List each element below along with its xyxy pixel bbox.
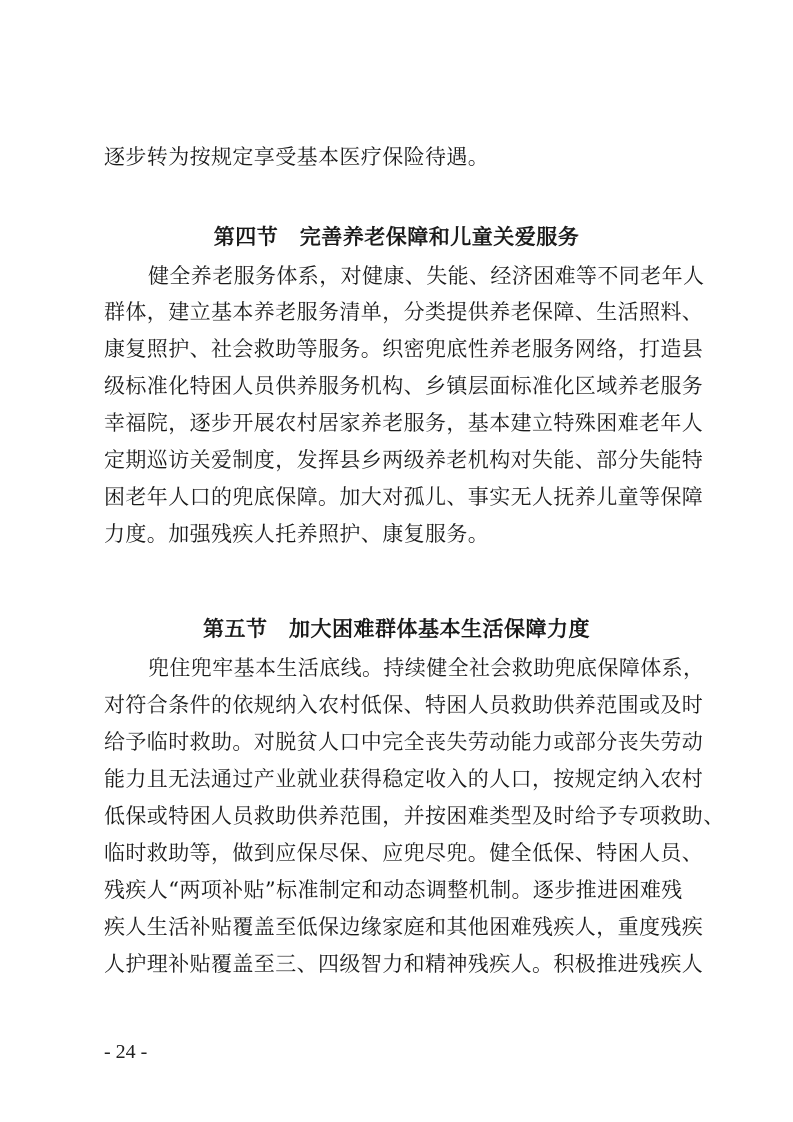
section4-line: 群体，建立基本养老服务清单，分类提供养老保障、生活照料、 — [104, 300, 704, 324]
section5-heading: 第五节 加大困难群体基本生活保障力度 — [203, 616, 590, 641]
section5-line: 残疾人“两项补贴”标准制定和动态调整机制。逐步推进困难残 — [104, 878, 683, 902]
section4-heading: 第四节 完善养老保障和儿童关爱服务 — [213, 224, 580, 249]
section4-line: 健全养老服务体系，对健康、失能、经济困难等不同老年人 — [148, 264, 705, 288]
section5-line: 低保或特困人员救助供养范围，并按困难类型及时给予专项救助、 — [104, 804, 725, 828]
section4-line: 级标准化特困人员供养服务机构、乡镇层面标准化区域养老服务 — [104, 374, 704, 398]
section5-line: 临时救助等，做到应保尽保、应兜尽兜。健全低保、特困人员、 — [104, 841, 704, 865]
section4-line: 定期巡访关爱制度，发挥县乡两级养老机构对失能、部分失能特 — [104, 448, 704, 472]
section4-line: 困老年人口的兜底保障。加大对孤儿、事实无人抚养儿童等保障 — [104, 485, 704, 509]
section5-line: 人护理补贴覆盖至三、四级智力和精神残疾人。积极推进残疾人 — [104, 952, 704, 976]
section5-line: 能力且无法通过产业就业获得稳定收入的人口，按规定纳入农村 — [104, 767, 704, 791]
section5-line: 对符合条件的依规纳入农村低保、特困人员救助供养范围或及时 — [104, 693, 704, 717]
intro-line: 逐步转为按规定享受基本医疗保险待遇。 — [104, 145, 490, 169]
page-number: - 24 - — [104, 1041, 148, 1063]
section4-line: 力度。加强残疾人托养照护、康复服务。 — [104, 522, 490, 546]
section5-line: 疾人生活补贴覆盖至低保边缘家庭和其他困难残疾人，重度残疾 — [104, 915, 704, 939]
section5-line: 兜住兜牢基本生活底线。持续健全社会救助兜底保障体系， — [148, 656, 705, 680]
section4-line: 康复照护、社会救助等服务。织密兜底性养老服务网络，打造县 — [104, 337, 704, 361]
section4-line: 幸福院，逐步开展农村居家养老服务，基本建立特殊困难老年人 — [104, 411, 704, 435]
section5-line: 给予临时救助。对脱贫人口中完全丧失劳动能力或部分丧失劳动 — [104, 730, 704, 754]
